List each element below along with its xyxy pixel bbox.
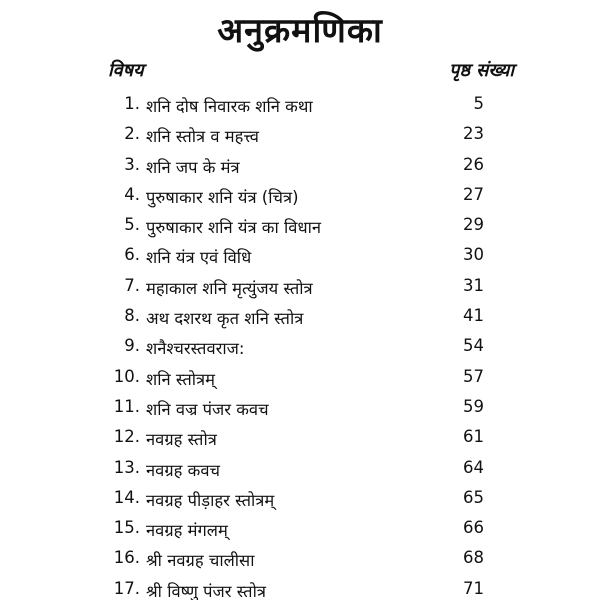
toc-entry-title: नवग्रह कवच <box>146 460 220 480</box>
toc-entry-page: 30 <box>463 245 484 265</box>
toc-entry-title: शनि वज्र पंजर कवच <box>146 399 269 419</box>
toc-entry-number: 8. <box>124 306 140 326</box>
toc-entry-page: 64 <box>463 457 484 477</box>
toc-entry-number: 10. <box>113 366 140 386</box>
toc-entry-page: 54 <box>463 336 484 356</box>
toc-entry <box>0 363 600 393</box>
toc-entry-number: 4. <box>124 184 140 204</box>
toc-entry <box>0 544 600 574</box>
toc-entry-title: शनि स्तोत्र व महत्त्व <box>146 127 259 147</box>
toc-entry-page: 26 <box>463 154 484 174</box>
toc-entry-title: नवग्रह स्तोत्र <box>146 430 217 450</box>
toc-list <box>0 90 600 600</box>
toc-entry-page: 68 <box>463 548 484 568</box>
toc-entry-number: 17. <box>113 578 140 598</box>
toc-entry-page: 5 <box>473 94 484 113</box>
toc-entry-title: श्री नवग्रह चालीसा <box>146 551 255 571</box>
toc-entry-title: शनैश्चरस्तवराज: <box>146 339 245 359</box>
toc-entry <box>0 484 600 514</box>
toc-entry <box>0 151 600 181</box>
toc-entry-page: 59 <box>463 396 484 416</box>
toc-entry-page: 41 <box>463 306 484 326</box>
toc-entry-number: 12. <box>113 427 140 447</box>
toc-entry-number: 14. <box>113 487 140 507</box>
toc-entry-page: 57 <box>463 366 484 386</box>
toc-entry <box>0 454 600 484</box>
column-header-page-number: पृष्ठ संख्या <box>449 60 514 81</box>
toc-entry-title: श्री विष्णु पंजर स्तोत्र <box>146 581 266 600</box>
toc-entry-page: 29 <box>463 215 484 235</box>
toc-entry <box>0 90 600 120</box>
toc-entry <box>0 302 600 332</box>
toc-entry-page: 31 <box>463 275 484 295</box>
toc-entry-title: नवग्रह पीड़ाहर स्तोत्रम् <box>146 490 275 510</box>
toc-entry-title: शनि यंत्र एवं विधि <box>146 248 252 268</box>
toc-entry-number: 3. <box>124 154 140 174</box>
toc-entry-number: 1. <box>124 94 140 113</box>
toc-entry-title: पुरुषाकार शनि यंत्र का विधान <box>146 218 322 238</box>
toc-entry-page: 27 <box>463 184 484 204</box>
toc-entry <box>0 181 600 211</box>
toc-entry-title: अथ दशरथ कृत शनि स्तोत्र <box>146 309 304 329</box>
toc-entry-page: 23 <box>463 124 484 144</box>
toc-entry <box>0 575 600 600</box>
toc-entry-number: 13. <box>113 457 140 477</box>
column-header-subject: विषय <box>108 60 144 81</box>
toc-entry <box>0 423 600 453</box>
toc-entry-number: 11. <box>113 396 140 416</box>
toc-entry-number: 9. <box>124 336 140 356</box>
toc-entry <box>0 332 600 362</box>
toc-entry-title: शनि स्तोत्रम् <box>146 369 215 389</box>
toc-entry-title: शनि जप के मंत्र <box>146 157 240 177</box>
toc-entry-number: 5. <box>124 215 140 235</box>
toc-entry-title: महाकाल शनि मृत्युंजय स्तोत्र <box>146 278 313 298</box>
toc-entry-page: 65 <box>463 487 484 507</box>
toc-entry-page: 71 <box>463 578 484 598</box>
toc-entry <box>0 241 600 271</box>
toc-entry-number: 15. <box>113 518 140 538</box>
toc-entry-number: 7. <box>124 275 140 295</box>
toc-entry <box>0 211 600 241</box>
toc-entry-title: पुरुषाकार शनि यंत्र (चित्र) <box>146 187 299 207</box>
toc-entry <box>0 393 600 423</box>
toc-entry-number: 2. <box>124 124 140 144</box>
toc-entry-page: 66 <box>463 518 484 538</box>
toc-entry <box>0 514 600 544</box>
toc-entry-title: शनि दोष निवारक शनि कथा <box>146 97 313 116</box>
toc-entry <box>0 120 600 150</box>
toc-entry-title: नवग्रह मंगलम् <box>146 521 228 541</box>
toc-entry-number: 16. <box>113 548 140 568</box>
page-title: अनुक्रमणिका <box>217 11 383 51</box>
toc-entry-page: 61 <box>463 427 484 447</box>
toc-entry-number: 6. <box>124 245 140 265</box>
toc-entry <box>0 272 600 302</box>
